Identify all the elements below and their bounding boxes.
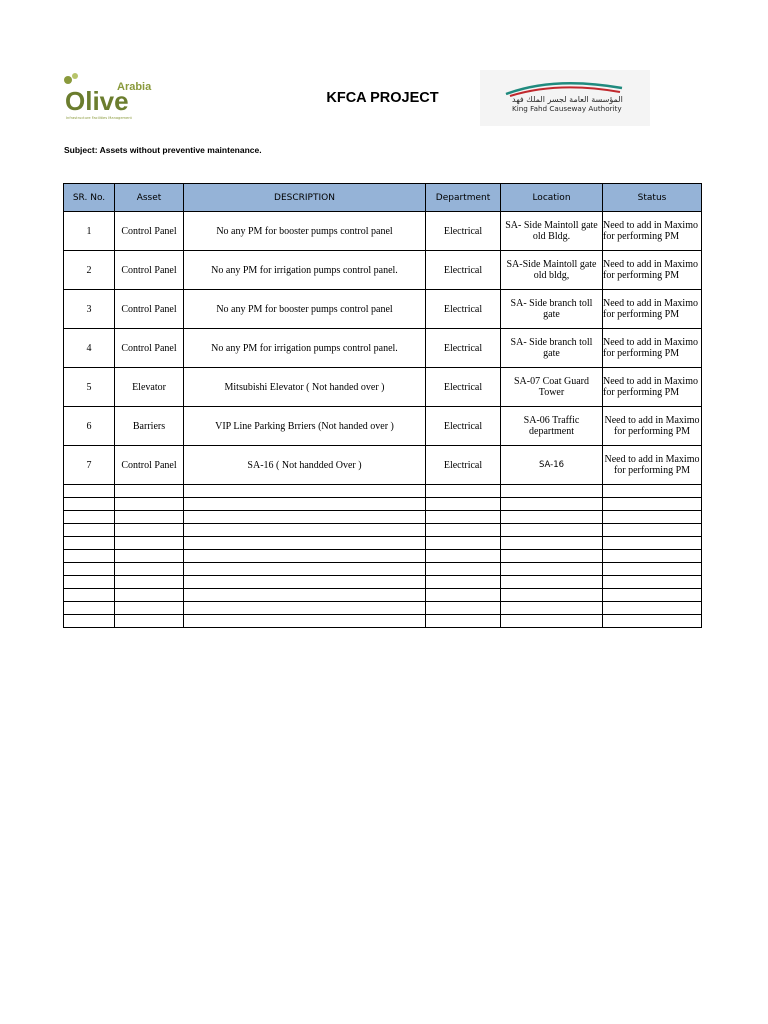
cell-asset: Control Panel xyxy=(115,251,184,290)
cell-description: No any PM for irrigation pumps control panel. xyxy=(184,329,426,368)
logo-brand: Olive xyxy=(65,86,129,116)
assets-table xyxy=(63,183,702,628)
column-header-location: Location xyxy=(501,184,603,212)
column-header-description: DESCRIPTION xyxy=(184,184,426,212)
empty-row xyxy=(64,550,702,563)
cell-description: No any PM for irrigation pumps control panel. xyxy=(184,251,426,290)
cell-status: Need to add in Maximo for performing PM xyxy=(603,212,702,251)
cell-status: Need to add in Maximo for performing PM xyxy=(603,329,702,368)
table-row xyxy=(64,407,702,446)
cell-status: Need to add in Maximo for performing PM xyxy=(603,368,702,407)
table-row xyxy=(64,290,702,329)
table-row xyxy=(64,368,702,407)
cell-location: SA- Side Maintoll gate old Bldg. xyxy=(501,212,603,251)
cell-description: Mitsubishi Elevator ( Not handed over ) xyxy=(184,368,426,407)
table-row xyxy=(64,446,702,485)
cell-asset: Control Panel xyxy=(115,329,184,368)
cell-sr-no: 7 xyxy=(64,446,115,485)
table-header-row xyxy=(64,184,702,212)
column-header-sr-no: SR. No. xyxy=(64,184,115,212)
cell-sr-no: 6 xyxy=(64,407,115,446)
empty-row xyxy=(64,524,702,537)
subject-line: Subject: Assets without preventive maintenance. xyxy=(64,145,262,155)
cell-asset: Elevator xyxy=(115,368,184,407)
cell-department: Electrical xyxy=(426,290,501,329)
empty-row xyxy=(64,511,702,524)
empty-row xyxy=(64,615,702,628)
kfca-logo-arabic: المؤسسة العامة لجسر الملك فهد xyxy=(512,95,623,104)
cell-department: Electrical xyxy=(426,329,501,368)
cell-sr-no: 1 xyxy=(64,212,115,251)
olive-arabia-logo xyxy=(62,72,162,122)
cell-description: No any PM for booster pumps control panel xyxy=(184,212,426,251)
cell-location: SA- Side branch toll gate xyxy=(501,329,603,368)
cell-asset: Control Panel xyxy=(115,212,184,251)
logo-brand-suffix: Arabia xyxy=(117,81,152,93)
cell-status: Need to add in Maximo for performing PM xyxy=(603,446,702,485)
cell-asset: Control Panel xyxy=(115,446,184,485)
olive-leaf-icon xyxy=(64,76,72,84)
logo-tagline: Infrastructure Facilities Management xyxy=(66,116,132,120)
table-row xyxy=(64,251,702,290)
kfca-logo xyxy=(480,70,650,126)
cell-location: SA- Side branch toll gate xyxy=(501,290,603,329)
cell-department: Electrical xyxy=(426,407,501,446)
page-title: KFCA PROJECT xyxy=(326,90,439,106)
empty-row xyxy=(64,485,702,498)
cell-status: Need to add in Maximo for performing PM xyxy=(603,290,702,329)
cell-description: VIP Line Parking Brriers (Not handed over ) xyxy=(184,407,426,446)
cell-sr-no: 4 xyxy=(64,329,115,368)
cell-asset: Barriers xyxy=(115,407,184,446)
empty-row xyxy=(64,498,702,511)
table-row xyxy=(64,329,702,368)
cell-location: SA-07 Coat Guard Tower xyxy=(501,368,603,407)
column-header-status: Status xyxy=(603,184,702,212)
cell-status: Need to add in Maximo for performing PM xyxy=(603,407,702,446)
column-header-department: Department xyxy=(426,184,501,212)
cell-description: No any PM for booster pumps control panel xyxy=(184,290,426,329)
cell-department: Electrical xyxy=(426,251,501,290)
column-header-asset: Asset xyxy=(115,184,184,212)
cell-department: Electrical xyxy=(426,212,501,251)
cell-description: SA-16 ( Not handded Over ) xyxy=(184,446,426,485)
empty-row xyxy=(64,537,702,550)
cell-department: Electrical xyxy=(426,446,501,485)
cell-asset: Control Panel xyxy=(115,290,184,329)
cell-location: SA-Side Maintoll gate old bldg, xyxy=(501,251,603,290)
empty-row xyxy=(64,576,702,589)
cell-status: Need to add in Maximo for performing PM xyxy=(603,251,702,290)
table-row xyxy=(64,212,702,251)
empty-row xyxy=(64,589,702,602)
empty-row xyxy=(64,602,702,615)
cell-sr-no: 5 xyxy=(64,368,115,407)
cell-location: SA-16 xyxy=(501,446,603,485)
kfca-logo-english: King Fahd Causeway Authority xyxy=(512,104,622,113)
cell-sr-no: 3 xyxy=(64,290,115,329)
cell-sr-no: 2 xyxy=(64,251,115,290)
empty-row xyxy=(64,563,702,576)
cell-department: Electrical xyxy=(426,368,501,407)
cell-location: SA-06 Traffic department xyxy=(501,407,603,446)
